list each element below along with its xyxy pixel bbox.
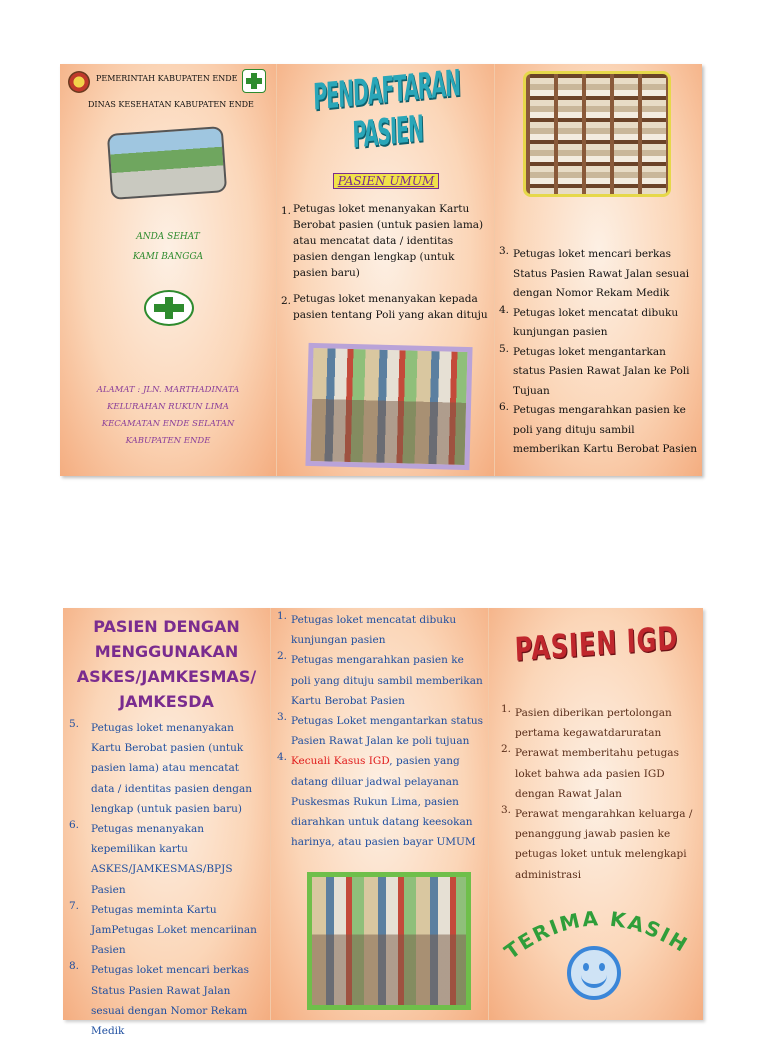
waiting-patients-photo [305,343,472,470]
list-item: 1. Petugas loket menanyakan Kartu Berobat pasien (untuk pasien lama) atau mencatat data / identitas pasien dengan lengkap (untuk pasien baru) [281,203,484,279]
health-cross-logo-icon [144,290,194,326]
list-item: 5. Petugas loket mengantarkan status Pasien Rawat Jalan ke Poli Tujuan [499,342,690,397]
list-item: 7. Petugas meminta Kartu JamPetugas Loket mencariinan Pasien [69,899,257,957]
brochure-page-2 [63,608,703,1038]
list-item: 8. Petugas loket mencari berkas Status Pasien Rawat Jalan sesuai dengan Nomor Rekam Medik [69,960,250,1038]
askes-title [63,614,270,714]
list-item: 3. Petugas Loket mengantarkan status Pasien Rawat Jalan ke poli tujuan [277,711,484,748]
health-center-photo [107,126,227,200]
pasien-umum-heading [277,170,495,189]
list-item: 4. Kecuali Kasus IGD, pasien yang datang diluar jadwal pelayanan Puskesmas Rukun Lima, pasien diarahkan untuk datang keesokan harinya, atau pasien bayar UMUM [277,751,476,849]
address-line-2: KELURAHAN RUKUN LIMA [107,402,229,412]
list-item: 6. Petugas menanyakan kepemilikan kartu ASKES/JAMKESMAS/BPJS Pasien [69,819,233,896]
list-item: 2. Perawat memberitahu petugas loket bahwa ada pasien IGD dengan Rawat Jalan [501,743,679,800]
health-dept-logo-icon [242,69,266,93]
cover-panel [60,64,276,476]
list-item: 2. Petugas mengarahkan pasien ke poli yang dituju sambil memberikan Kartu Berobat Pasien [277,650,483,707]
dinas-line: DINAS KESEHATAN KABUPATEN ENDE [88,100,254,109]
steps-continued-panel [494,64,702,476]
umum-steps-list-continued [499,245,699,460]
address-block [60,382,276,450]
askes-title-line-3: ASKES/JAMKESMAS/ [76,667,257,686]
thanks-text: TERIMA KASIH [499,906,693,964]
list-item: 3. Petugas loket mencari berkas Status Pasien Rawat Jalan sesuai dengan Nomor Rekam Medik [499,245,690,299]
list-item: 2. Petugas loket menanyakan kepada pasien tentang Poli yang akan dituju [281,293,488,321]
askes-title-line-4: JAMKESDA [119,692,214,711]
askes-steps-list-continued [277,610,485,852]
list-item: 4. Petugas loket mencatat dibuku kunjungan pasien [499,303,679,338]
askes-steps-list [69,718,265,1041]
askes-title-line-1: PASIEN DENGAN [93,617,240,636]
igd-exception-highlight: Kecuali Kasus IGD [291,755,390,768]
address-line-4: KABUPATEN ENDE [125,436,211,446]
queue-photo [307,872,471,1010]
askes-steps-continued-panel [270,608,488,1020]
kabupaten-seal-icon [68,71,90,93]
askes-panel [63,608,270,1038]
umum-steps-list [281,201,491,323]
askes-title-line-2: MENGGUNAKAN [94,642,239,661]
igd-title: PASIEN IGD [514,619,679,669]
list-item: 5. Petugas loket menanyakan Kartu Berobat pasien (untuk pasien lama) atau mencatat data / identitas pasien dengan lengkap (untuk pasien baru) [69,718,252,815]
brochure-page-1 [60,64,702,476]
brochure-title: PENDAFTARAN PASIEN [312,62,461,157]
address-line-1: ALAMAT : JLN. MARTHADINATA [96,385,240,395]
igd-steps-list [501,703,699,885]
slogan-line-1: ANDA SEHAT [136,232,200,242]
list-item: 1. Petugas loket mencatat dibuku kunjungan pasien [277,610,457,647]
address-line-3: KECAMATAN ENDE SELATAN [101,419,235,429]
gov-line: PEMERINTAH KABUPATEN ENDE [96,74,238,83]
pasien-igd-panel [488,608,703,1020]
list-item: 6. Petugas mengarahkan pasien ke poli yang dituju sambil memberikan Kartu Berobat Pasien [499,401,697,455]
pasien-umum-label: PASIEN UMUM [333,173,439,189]
slogan-line-2: KAMI BANGGA [132,252,204,262]
list-item: 3. Perawat mengarahkan keluarga / penanggung jawab pasien ke petugas loket untuk melengkapi administrasi [501,804,693,881]
medical-records-photo [523,71,671,197]
smiley-face-icon [567,946,621,1000]
pasien-umum-panel [276,64,494,476]
list-item: 1. Pasien diberikan pertolongan pertama kegawatdaruratan [501,703,672,740]
